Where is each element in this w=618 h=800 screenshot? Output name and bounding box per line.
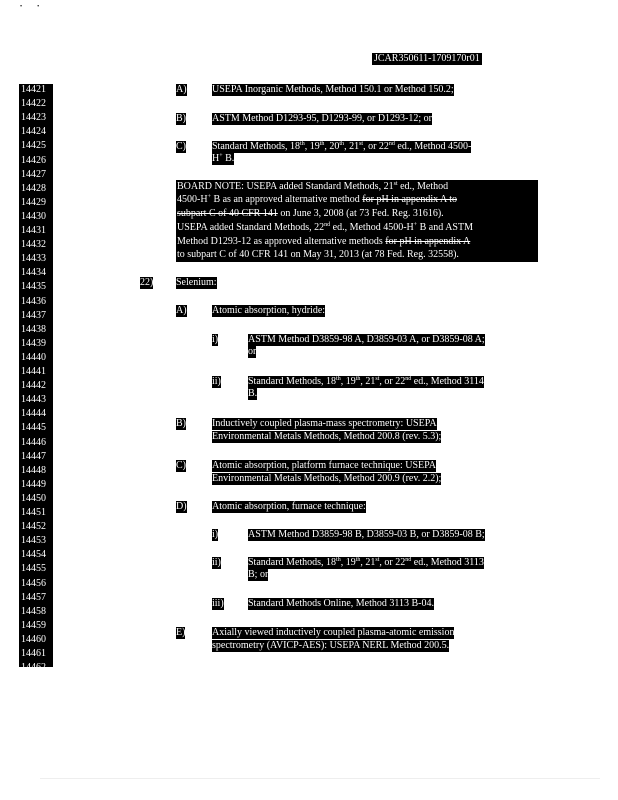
line-number: 14422 [21,98,46,110]
line-number: 14448 [21,464,46,476]
method-text: ASTM Method D1293-95, D1293-99, or D1293-12; or [212,113,432,124]
line-number: 14421 [21,84,46,95]
subitem-label: iii) [212,598,224,609]
line-number: 14437 [21,309,46,321]
line-number: 14447 [21,450,46,462]
line-number: 14433 [21,253,46,265]
line-number: 14431 [21,225,46,236]
section-title: Selenium: [176,277,217,288]
line-number: 14462 [21,662,46,674]
line-number: 14460 [21,633,46,645]
method-text: Standard Methods, 18th, 19th, 21st, or 22nd ed., Method 3114 [248,376,484,387]
method-text: or [248,346,257,357]
method-text: Atomic absorption, furnace technique: [212,501,366,512]
method-text: Inductively coupled plasma-mass spectrometry: USEPA [212,418,437,429]
subitem-label: i) [212,334,219,345]
line-number: 14450 [21,492,46,504]
line-number: 14424 [21,126,46,138]
line-number: 14456 [21,577,46,589]
line-number: 14428 [21,182,46,194]
line-number: 14461 [21,648,46,659]
line-number: 14440 [21,351,46,363]
page-bottom-rule [40,778,600,779]
method-text: Axially viewed inductively coupled plasma-atomic emission [212,627,455,638]
method-text: Standard Methods, 18th, 19th, 20th, 21st, or 22nd ed., Method 4500- [212,141,472,152]
item-label: C) [176,460,186,471]
line-number: 14458 [21,605,46,617]
method-text: spectrometry (AVICP-AES): USEPA NERL Method 200.5. [212,640,450,651]
subitem-label: ii) [212,376,221,387]
line-number: 14445 [21,422,46,434]
board-note: BOARD NOTE: USEPA added Standard Methods, 21st ed., Method 4500-H+ B as an approved alternative method for pH in appendix A to subpart C of 40 CFR 141 on June 3, 2008 (at 73 Fed. Reg. 31616). USEPA added Standard Methods, 22nd ed., Method 4500-H+ B and ASTM Method D1293-12 as approved alternative methods for pH in appendix A to subpart C of 40 CFR 141 on May 31, 2013 (at 78 Fed. Reg. 32558). [176,180,538,262]
item-label: E) [176,627,186,638]
line-number: 14439 [21,337,46,349]
method-text: Standard Methods Online, Method 3113 B-04. [248,598,435,609]
line-number: 14435 [21,281,46,293]
line-number: 14451 [21,507,46,518]
method-text: ASTM Method D3859-98 B, D3859-03 B, or D3859-08 B; [248,529,485,540]
line-number: 14434 [21,267,46,279]
line-number: 14459 [21,619,46,631]
method-text: H+ B. [212,153,235,164]
method-text: Standard Methods, 18th, 19th, 21st, or 22nd ed., Method 3113 [248,557,484,568]
line-number: 14432 [21,239,46,251]
item-label: B) [176,113,186,124]
method-text: Environmental Metals Methods, Method 200.9 (rev. 2.2); [212,473,442,484]
line-number: 14457 [21,591,46,603]
method-text: B; or [248,569,269,580]
line-number: 14423 [21,112,46,124]
line-number: 14429 [21,196,46,208]
method-text: Atomic absorption, platform furnace technique: USEPA [212,460,437,471]
line-number: 14455 [21,563,46,575]
subitem-label: i) [212,529,219,540]
item-label: A) [176,84,187,95]
line-number: 14427 [21,168,46,180]
line-number: 14442 [21,380,46,392]
line-number: 14444 [21,408,46,420]
subitem-label: ii) [212,557,221,568]
line-number: 14438 [21,323,46,335]
line-number: 14426 [21,154,46,166]
line-number: 14452 [21,521,46,533]
line-number: 14454 [21,549,46,561]
method-text: B. [248,388,258,399]
item-label: D) [176,501,187,512]
line-number: 14449 [21,478,46,490]
line-number: 14446 [21,436,46,448]
item-label: B) [176,418,186,429]
item-label: A) [176,305,187,316]
method-text: ASTM Method D3859-98 A, D3859-03 A, or D3859-08 A; [248,334,485,345]
line-number: 14425 [21,140,46,152]
line-number: 14436 [21,295,46,307]
line-number: 14443 [21,394,46,406]
scan-marks: • • [20,4,40,10]
section-number: 22) [140,277,154,288]
line-number: 14430 [21,210,46,222]
document-id-header: JCAR350611-1709170r01 [374,53,480,64]
line-number: 14453 [21,535,46,547]
item-label: C) [176,141,186,152]
method-text: Atomic absorption, hydride: [212,305,326,316]
line-number: 14441 [21,366,46,377]
method-text: USEPA Inorganic Methods, Method 150.1 or Method 150.2; [212,84,454,95]
method-text: Environmental Metals Methods, Method 200.8 (rev. 5.3); [212,431,442,442]
